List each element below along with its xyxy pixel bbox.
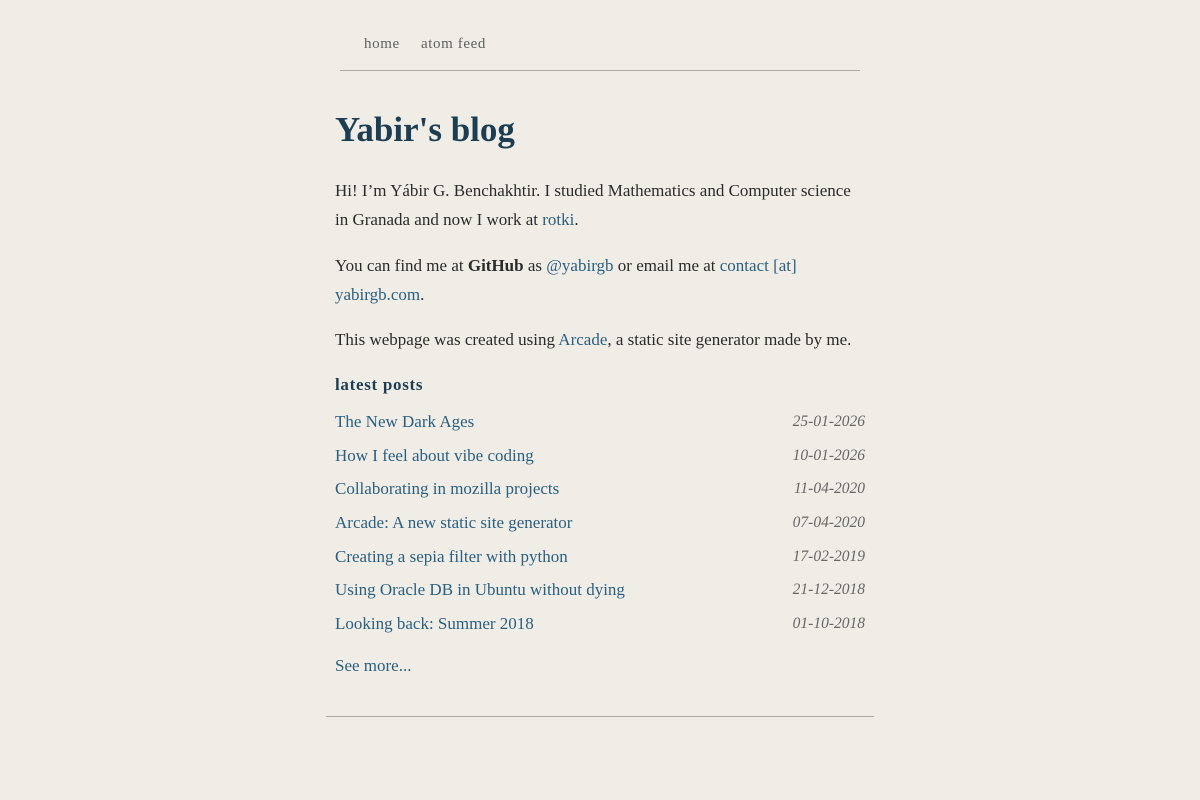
post-link[interactable]: Collaborating in mozilla projects bbox=[335, 479, 560, 499]
list-item bbox=[335, 578, 865, 612]
post-link[interactable]: The New Dark Ages bbox=[335, 412, 475, 431]
see-more-link[interactable]: See more... bbox=[335, 656, 412, 675]
intro-paragraph-3 bbox=[335, 326, 865, 355]
intro-paragraph-2 bbox=[335, 252, 865, 309]
nav-home-link[interactable]: home bbox=[364, 36, 400, 52]
post-link[interactable]: How I feel about vibe coding bbox=[335, 445, 534, 465]
intro-paragraph-1 bbox=[335, 177, 865, 234]
footer-divider bbox=[326, 716, 874, 717]
post-date: 01-10-2018 bbox=[792, 615, 865, 633]
contact-text-end: . bbox=[420, 284, 425, 304]
post-date: 07-04-2020 bbox=[792, 514, 865, 532]
post-date: 17-02-2019 bbox=[792, 547, 865, 565]
post-link[interactable]: Arcade: A new static site generator bbox=[335, 513, 573, 533]
arcade-text-end: , a static site generator made by me. bbox=[607, 330, 852, 349]
latest-posts-heading: latest posts bbox=[335, 375, 424, 394]
page-title: Yabir's blog bbox=[335, 110, 515, 149]
github-handle-link[interactable]: @yabirgb bbox=[546, 256, 614, 275]
post-date: 10-01-2026 bbox=[792, 446, 865, 464]
post-date: 21-12-2018 bbox=[792, 581, 865, 599]
arcade-link[interactable]: Arcade bbox=[558, 330, 608, 349]
list-item bbox=[335, 612, 865, 646]
post-link[interactable]: Using Oracle DB in Ubuntu without dying bbox=[335, 580, 625, 600]
intro-text: Hi! I’m Yábir G. Benchakhtir. I studied Mathematics and Computer science in Granada and now I work at bbox=[335, 181, 851, 229]
nav-atom-feed-link[interactable]: atom feed bbox=[421, 36, 486, 52]
contact-text: You can find me at bbox=[335, 256, 468, 275]
list-item bbox=[335, 511, 865, 545]
contact-text-as: as bbox=[523, 256, 547, 275]
list-item bbox=[335, 444, 865, 478]
rotki-link[interactable]: rotki bbox=[542, 209, 575, 229]
post-date: 11-04-2020 bbox=[793, 480, 865, 498]
list-item bbox=[335, 410, 865, 444]
intro-text-end: . bbox=[574, 209, 579, 229]
list-item bbox=[335, 477, 865, 511]
post-link[interactable]: Looking back: Summer 2018 bbox=[335, 614, 534, 634]
post-date: 25-01-2026 bbox=[792, 413, 865, 430]
email-link[interactable]: contact [at] yabirgb.com bbox=[335, 256, 797, 304]
top-nav bbox=[340, 0, 860, 71]
contact-text-email: or email me at bbox=[613, 256, 720, 275]
arcade-text: This webpage was created using bbox=[335, 330, 559, 349]
post-list bbox=[335, 410, 865, 646]
github-label: GitHub bbox=[467, 256, 524, 275]
list-item bbox=[335, 545, 865, 579]
post-link[interactable]: Creating a sepia filter with python bbox=[335, 546, 568, 566]
